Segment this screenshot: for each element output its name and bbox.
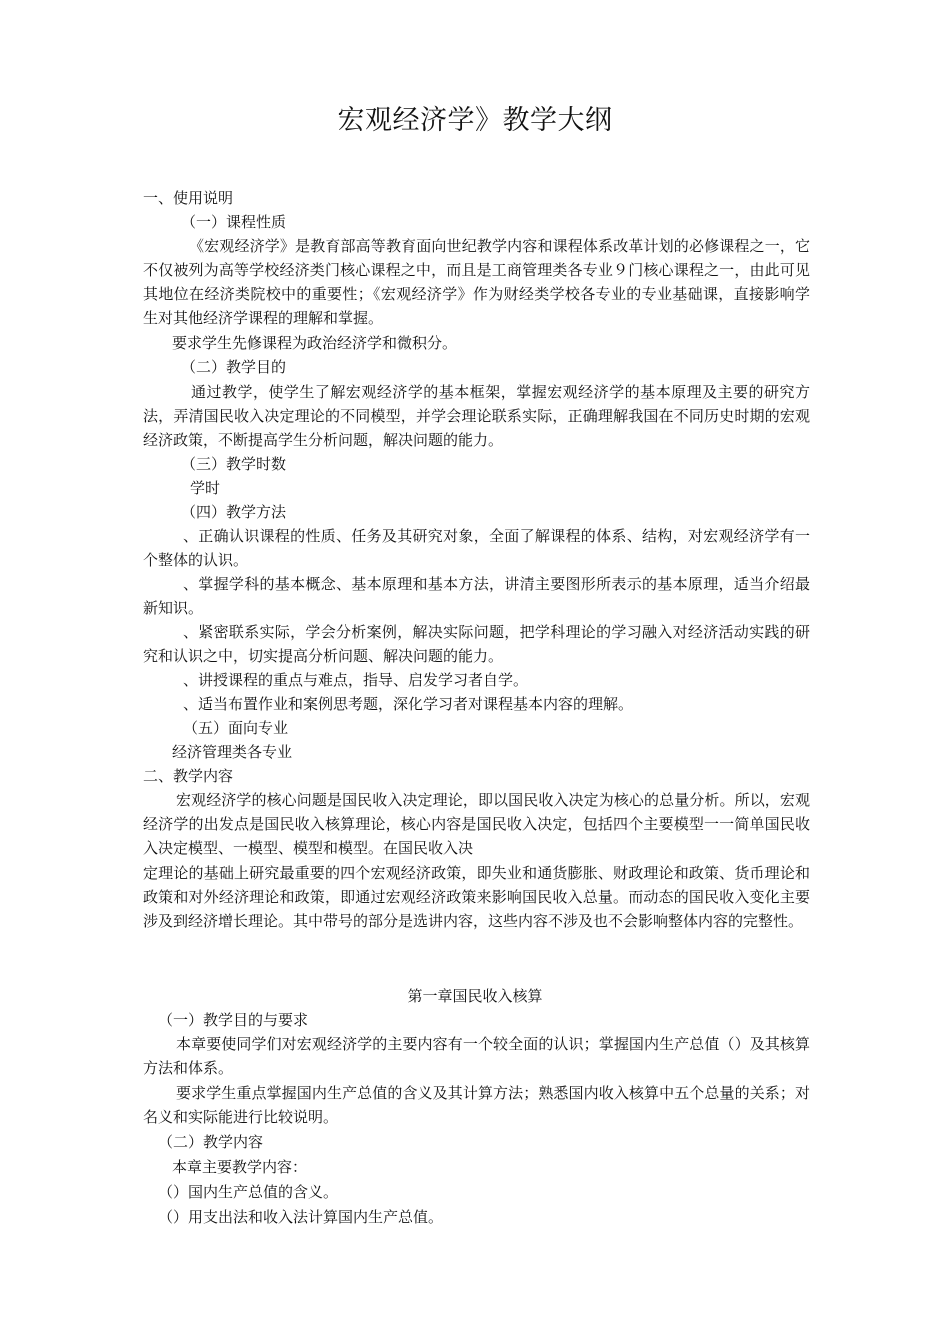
teaching-method-item-4: 、讲授课程的重点与难点，指导、启发学习者自学。 [183,671,529,689]
chapter1-goal-heading: （一）教学目的与要求 [158,1011,309,1029]
teaching-method-item-3: 、紧密联系实际，学会分析案例，解决实际问题，把学科理论的学习融入对经济活动实践的研究和认识之中，切实提高分析问题、解决问题的能力。 [143,623,810,666]
course-nature-text: 《宏观经济学》是教育部高等教育面向世纪教学内容和课程体系改革计划的必修课程之一，它不仅被列为高等学校经济类门核心课程之中，而且是工商管理类各专业９门核心课程之一，由此可见其地位在经济类院校中的重要性；《宏观经济学》作为财经类学校各专业的专业基础课，直接影响学生对其他经济学课程的理解和掌握。 [143,237,810,328]
course-nature-heading: （一）课程性质 [181,213,287,231]
section1-heading: 一、使用说明 [143,189,234,207]
chapter1-content-intro: 本章主要教学内容： [172,1158,308,1176]
teaching-method-heading: （四）教学方法 [181,503,287,521]
teaching-hours-heading: （三）教学时数 [181,455,287,473]
teaching-purpose-text: 通过教学，使学生了解宏观经济学的基本框架，掌握宏观经济学的基本原理及主要的研究方法，弄清国民收入决定理论的不同模型，并学会理论联系实际，正确理解我国在不同历史时期的宏观经济政策，不断提高学生分析问题，解决问题的能力。 [143,383,810,450]
teaching-method-item-2: 、掌握学科的基本概念、基本原理和基本方法，讲清主要图形所表示的基本原理，适当介绍最新知识。 [143,575,810,618]
chapter1-content-item-1: （）国内生产总值的含义。 [158,1183,339,1201]
document-title: 宏观经济学》教学大纲 [337,105,613,136]
chapter1-goal-text: 本章要使同学们对宏观经济学的主要内容有一个较全面的认识；掌握国内生产总值（）及其核算方法和体系。 [143,1035,810,1078]
target-major-heading: （五）面向专业 [183,719,289,737]
teaching-hours-text: 学时 [190,479,221,497]
prerequisite-text: 要求学生先修课程为政治经济学和微积分。 [172,334,458,352]
target-major-text: 经济管理类各专业 [172,743,293,761]
teaching-method-item-5: 、适当布置作业和案例思考题，深化学习者对课程基本内容的理解。 [183,695,634,713]
teaching-content-text-a: 宏观经济学的核心问题是国民收入决定理论，即以国民收入决定为核心的总量分析。所以，宏观经济学的出发点是国民收入核算理论，核心内容是国民收入决定，包括四个主要模型一一简单国民收入决定模型、一模型、模型和模型。在国民收入决 [143,791,810,858]
section2-heading: 二、教学内容 [143,767,234,785]
chapter1-content-heading: （二）教学内容 [158,1133,264,1151]
chapter1-title: 第一章国民收入核算 [407,987,543,1005]
teaching-purpose-heading: （二）教学目的 [181,358,287,376]
teaching-method-item-1: 、正确认识课程的性质、任务及其研究对象，全面了解课程的体系、结构，对宏观经济学有一个整体的认识。 [143,527,810,570]
teaching-content-text-b: 定理论的基础上研究最重要的四个宏观经济政策，即失业和通货膨胀、财政理论和政策、货币理论和政策和对外经济理论和政策，即通过宏观经济政策来影响国民收入总量。而动态的国民收入变化主要涉及到经济增长理论。其中带号的部分是选讲内容，这些内容不涉及也不会影响整体内容的完整性。 [143,864,810,931]
chapter1-content-item-2: （）用支出法和收入法计算国内生产总值。 [158,1208,444,1226]
chapter1-requirement-text: 要求学生重点掌握国内生产总值的含义及其计算方法；熟悉国内收入核算中五个总量的关系；对名义和实际能进行比较说明。 [143,1084,810,1127]
